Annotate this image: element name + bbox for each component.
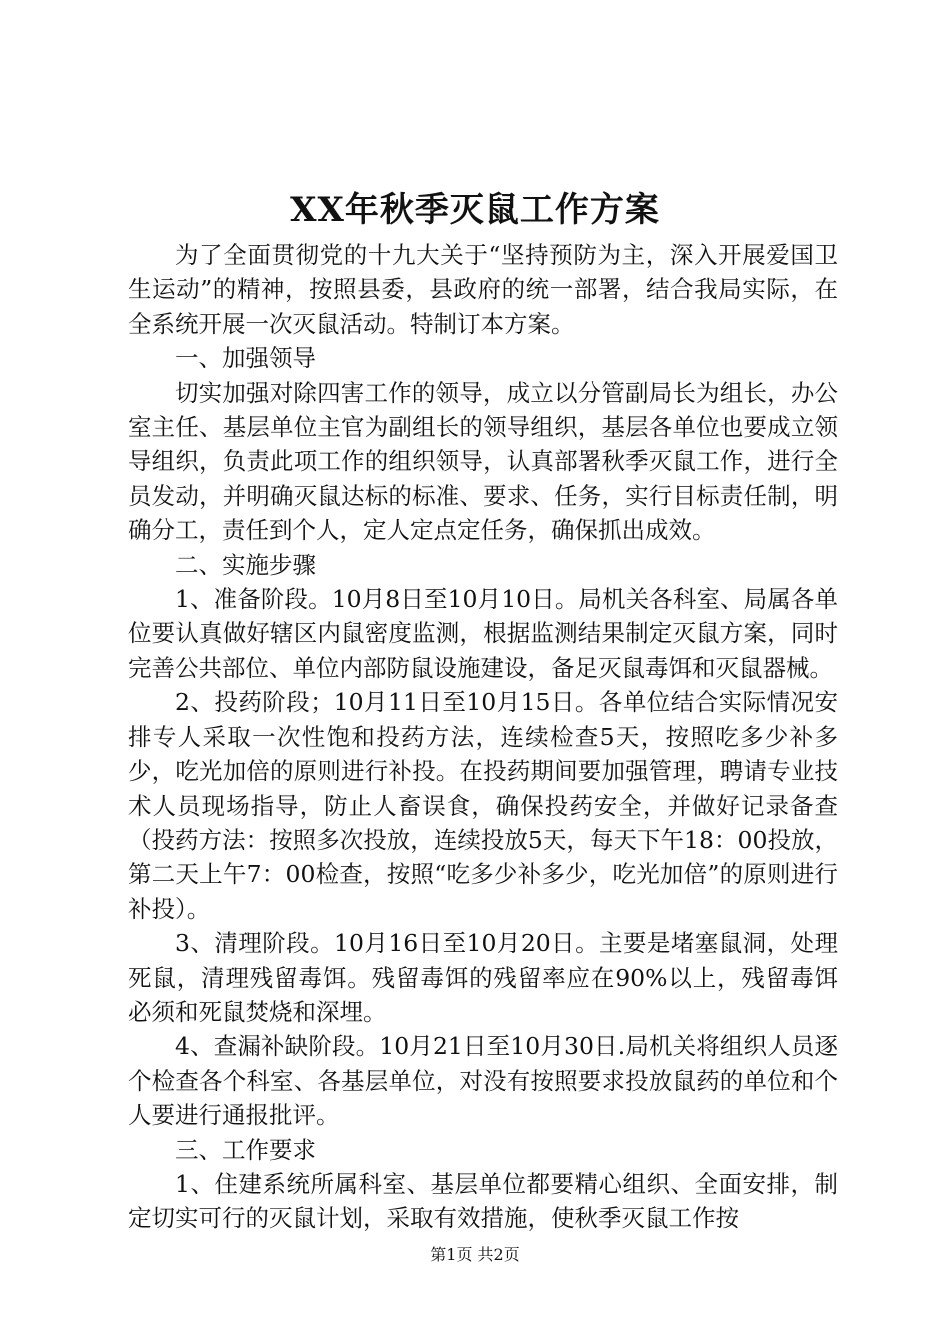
paragraph-requirement-1: 1、住建系统所属科室、基层单位都要精心组织、全面安排，制定切实可行的灭鼠计划，采取有效措施，使秋季灭鼠工作按 [128, 1169, 838, 1233]
paragraph-step-3: 3、清理阶段。10月16日至10月20日。主要是堵塞鼠洞，处理死鼠，清理残留毒饵。残留毒饵的残留率应在90%以上，残留毒饵必须和死鼠焚烧和深埋。 [128, 929, 838, 1026]
document-title: XX年秋季灭鼠工作方案 [290, 190, 660, 230]
paragraph-step-4: 4、查漏补缺阶段。10月21日至10月30日.局机关将组织人员逐个检查各个科室、各基层单位，对没有按照要求投放鼠药的单位和个人要进行通报批评。 [128, 1032, 838, 1130]
section-heading-steps: 二、实施步骤 [175, 550, 316, 579]
paragraph-step-1: 1、准备阶段。10月8日至10月10日。局机关各科室、局属各单位要认真做好辖区内鼠密度监测，根据监测结果制定灭鼠方案，同时完善公共部位、单位内部防鼠设施建设，备足灭鼠毒饵和灭鼠器械。 [128, 585, 838, 682]
document-body [128, 238, 838, 1236]
page-number-footer: 第1页 共2页 [430, 1245, 520, 1264]
section-heading-requirements: 三、工作要求 [175, 1135, 316, 1164]
paragraph-step-2: 2、投药阶段；10月11日至10月15日。各单位结合实际情况安排专人采取一次性饱和投药方法，连续检查5天，按照吃多少补多少，吃光加倍的原则进行补投。在投药期间要加强管理，聘请专业技术人员现场指导，防止人畜误食，确保投药安全，并做好记录备查（投药方法：按照多次投放，连续投放5天，每天下午18：00投放，第二天上午7：00检查，按照“吃多少补多少，吃光加倍”的原则进行补投）。 [128, 688, 838, 923]
paragraph-intro: 为了全面贯彻党的十九大关于“坚持预防为主，深入开展爱国卫生运动”的精神，按照县委，县政府的统一部署，结合我局实际，在全系统开展一次灭鼠活动。特制订本方案。 [128, 241, 838, 338]
paragraph-leadership: 切实加强对除四害工作的领导，成立以分管副局长为组长，办公室主任、基层单位主官为副组长的领导组织，基层各单位也要成立领导组织，负责此项工作的组织领导，认真部署秋季灭鼠工作，进行全员发动，并明确灭鼠达标的标准、要求、任务，实行目标责任制，明确分工，责任到个人，定人定点定任务，确保抓出成效。 [128, 378, 838, 545]
section-heading-leadership: 一、加强领导 [175, 344, 316, 373]
